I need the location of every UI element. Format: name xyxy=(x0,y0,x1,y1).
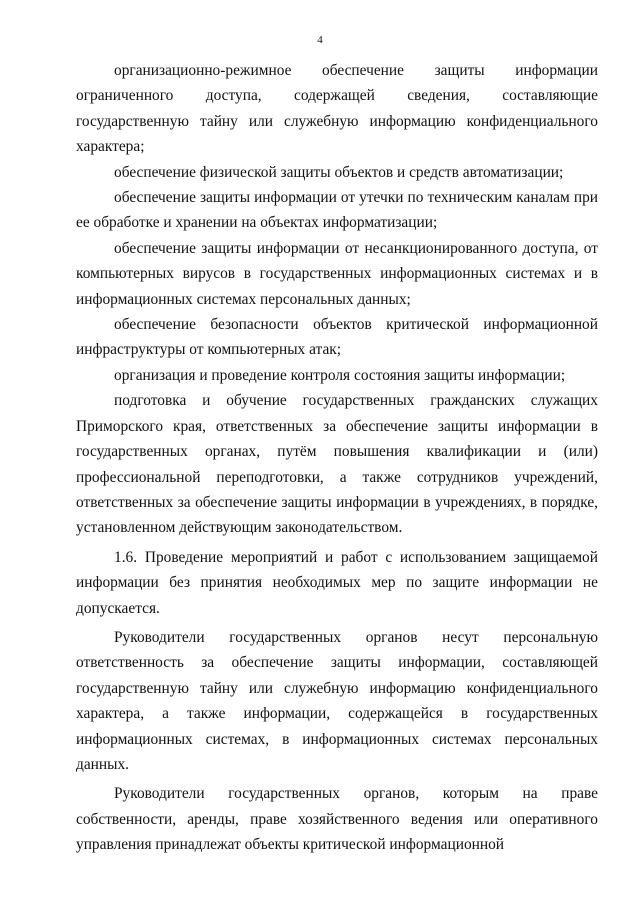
paragraph-physical-protection: обеспечение физической защиты объектов и средств автоматизации; xyxy=(114,163,564,181)
paragraph-technical-channels: обеспечение защиты информации от утечки по техническим каналам при ее обработке и хранении на объектах информатизации; xyxy=(76,189,598,232)
paragraph-training: подготовка и обучение государственных гражданских служащих Приморского края, ответственных за обеспечение защиты информации в государственных органах, путём повышения квалификации и (или) профессиональной переподготовки, а также сотрудников учреждений, ответственных за обеспечение защиты информации в учреждениях, в порядке, установленном действующим законодательством. xyxy=(76,392,598,537)
paragraph-control: организация и проведение контроля состояния защиты информации; xyxy=(114,366,566,384)
paragraph-section-1-6: 1.6. Проведение мероприятий и работ с использованием защищаемой информации без принятия необходимых мер по защите информации не допускается. xyxy=(76,548,598,617)
paragraph-owners: Руководители государственных органов, которым на праве собственности, аренды, праве хозяйственного ведения или оперативного управления принадлежат объекты критической информационной xyxy=(76,785,598,854)
paragraph-unauthorized-access: обеспечение защиты информации от несанкционированного доступа, от компьютерных вирусов в государственных информационных системах и в информационных системах персональных данных; xyxy=(76,239,598,308)
document-body xyxy=(76,58,598,858)
paragraph-critical-infrastructure: обеспечение безопасности объектов критической информационной инфраструктуры от компьютерных атак; xyxy=(76,316,598,359)
page-number: 4 xyxy=(317,34,323,46)
paragraph-responsibility: Руководители государственных органов несут персональную ответственность за обеспечение защиты информации, составляющей государственную тайну или служебную информацию конфиденциального характера, а также информации, содержащейся в государственных информационных системах, в информационных системах персональных данных. xyxy=(76,628,598,773)
paragraph-regime-protection: организационно-режимное обеспечение защиты информации ограниченного доступа, содержащей сведения, составляющие государственную тайну или служебную информацию конфиденциального характера; xyxy=(76,62,598,156)
